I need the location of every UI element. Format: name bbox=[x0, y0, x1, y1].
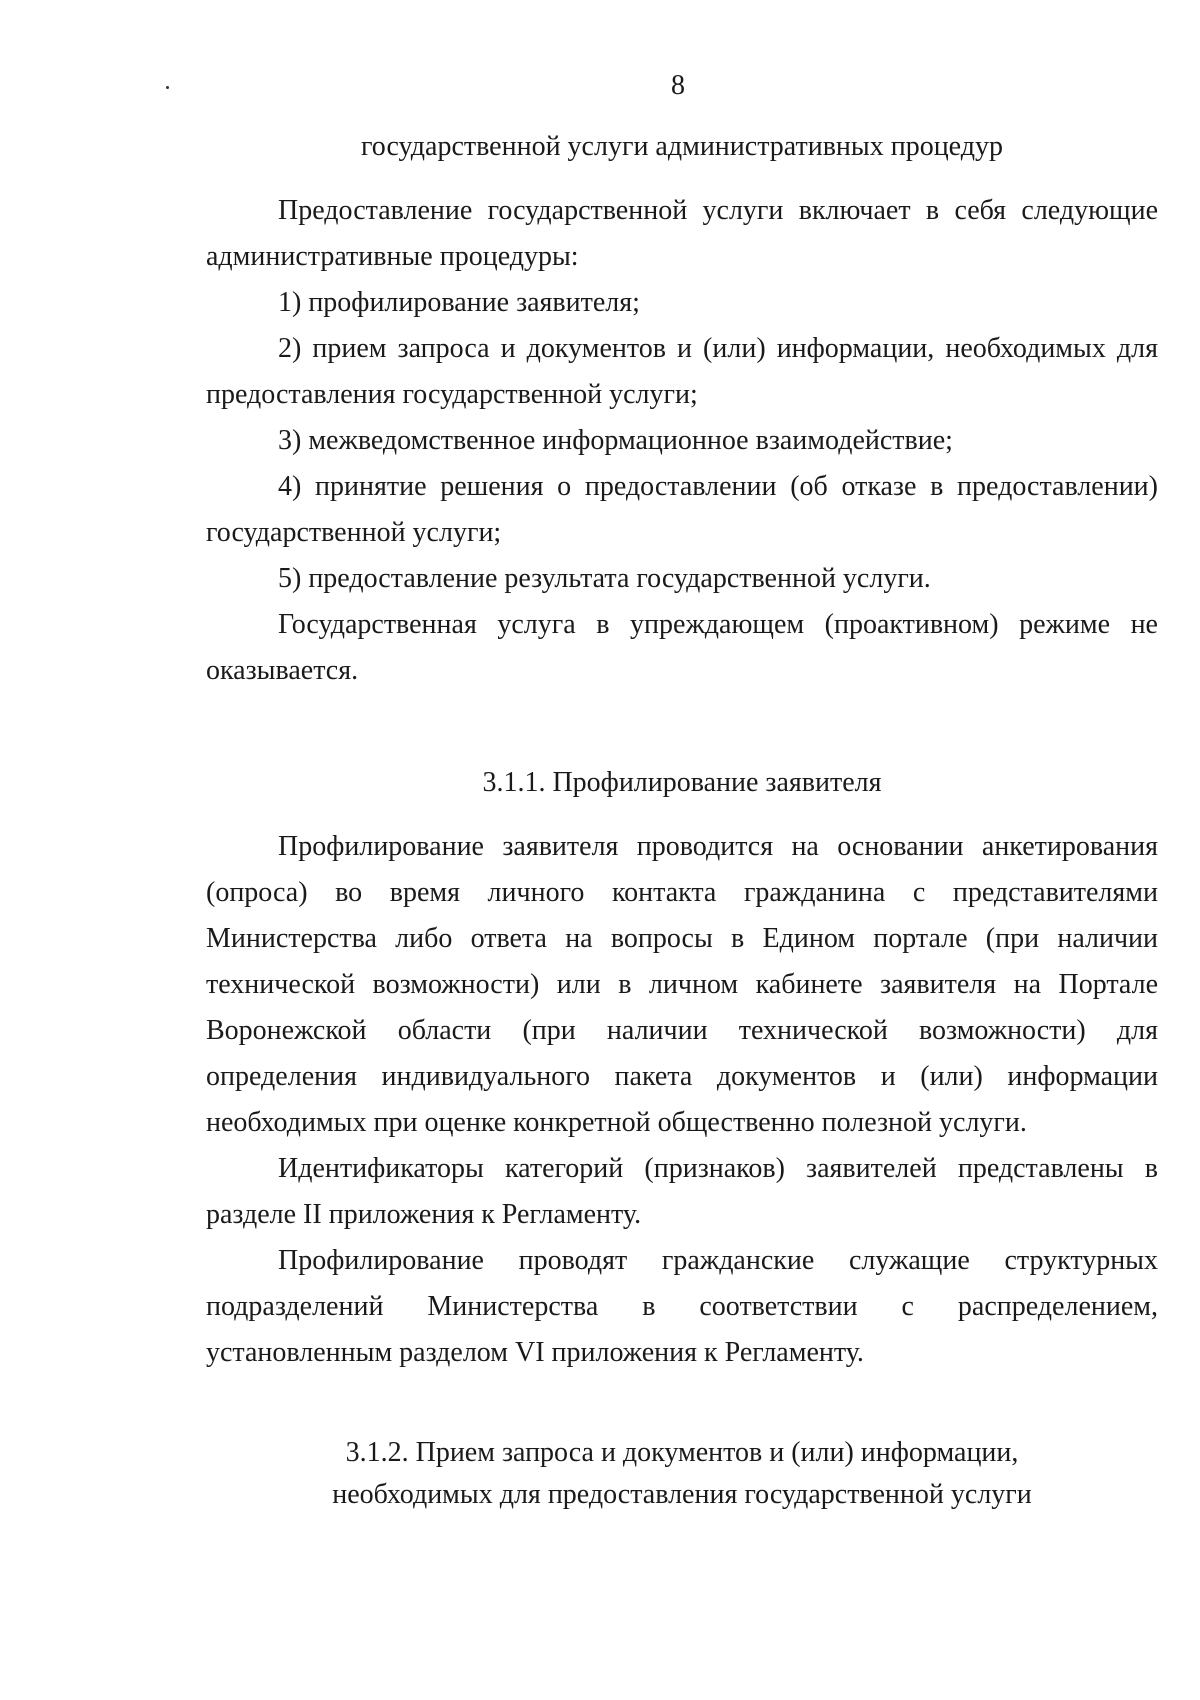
section-3-1-1-paragraph-2: Идентификаторы категорий (признаков) заявителей представлены в разделе II приложения к Регламенту. bbox=[206, 1153, 1158, 1230]
section-3-1-1-title: 3.1.1. Профилирование заявителя bbox=[482, 767, 882, 798]
procedure-item-4: 4) принятие решения о предоставлении (об отказе в предоставлении) государственной услуги; bbox=[206, 471, 1158, 548]
section-3-1-1-paragraph-1: Профилирование заявителя проводится на основании анкетирования (опроса) во время личного контакта гражданина с представителями Министерства либо ответа на вопросы в Едином портале (при наличии технической возможности) или в личном кабинете заявителя на Портале Воронежской области (при наличии технической возможности) для определения индивидуального пакета документов и (или) информации необходимых при оценке конкретной общественно полезной услуги. bbox=[206, 831, 1158, 1138]
section-3-1-1-paragraph-3: Профилирование проводят гражданские служащие структурных подразделений Министерства в соответствии с распределением, установленным разделом VI приложения к Регламенту. bbox=[206, 1245, 1158, 1368]
section-3-1-2-title bbox=[206, 1432, 1158, 1516]
continued-heading: государственной услуги административных процедур bbox=[361, 131, 1003, 162]
document-body bbox=[206, 124, 1158, 1516]
proactive-note: Государственная услуга в упреждающем (проактивном) режиме не оказывается. bbox=[206, 609, 1158, 686]
page-number: 8 bbox=[671, 70, 685, 101]
section-3-1-2-title-line-2: необходимых для предоставления государственной услуги bbox=[332, 1479, 1032, 1510]
section-3-1-2-title-line-1: 3.1.2. Прием запроса и документов и (или) информации, bbox=[345, 1437, 1019, 1468]
procedure-item-5: 5) предоставление результата государственной услуги. bbox=[278, 563, 931, 594]
procedure-item-2: 2) прием запроса и документов и (или) информации, необходимых для предоставления государственной услуги; bbox=[206, 333, 1158, 410]
procedure-item-1: 1) профилирование заявителя; bbox=[278, 287, 640, 318]
intro-paragraph: Предоставление государственной услуги включает в себя следующие административные процедуры: bbox=[206, 195, 1158, 272]
procedure-item-3: 3) межведомственное информационное взаимодействие; bbox=[278, 425, 953, 456]
